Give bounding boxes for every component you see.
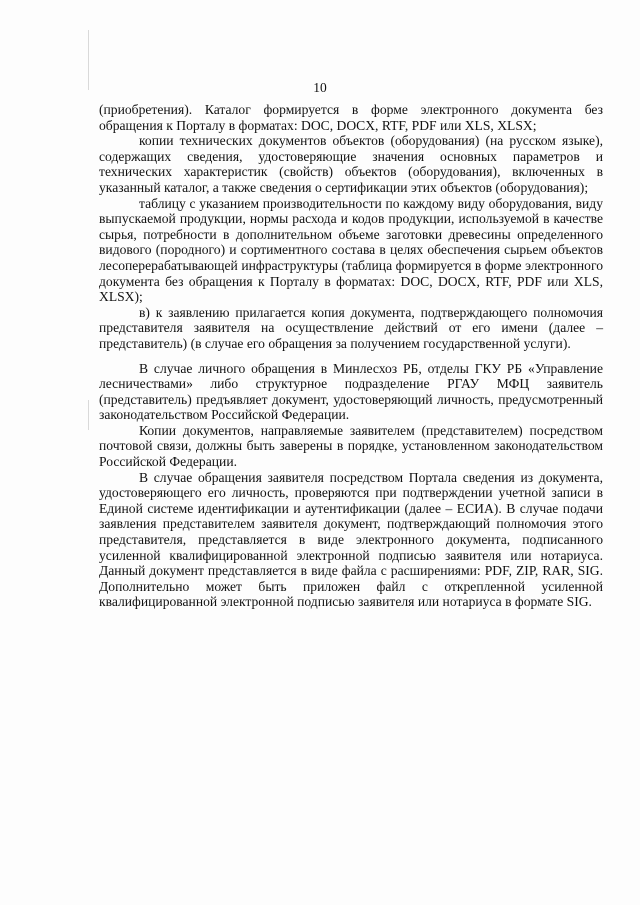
paragraph: (приобретения). Каталог формируется в форме электронного документа без обращения к Порталу в форматах: DOC, DOCX, RTF, PDF или XLS, XLSX; [99, 102, 603, 133]
paragraph: Копии документов, направляемые заявителем (представителем) посредством почтовой связи, должны быть заверены в порядке, установленном законодательством Российской Федерации. [99, 422, 603, 470]
paragraph: копии технических документов объектов (оборудования) (на русском языке), содержащих сведения, удостоверяющие значения основных параметров и технических характеристик (свойств) объектов (оборудования), включенных в указанный каталог, а также сведения о сертификации этих объектов (оборудования); [99, 133, 603, 195]
page-number: 10 [313, 80, 327, 95]
paragraph: В случае обращения заявителя посредством Портала сведения из документа, удостоверяющего его личность, проверяются при подтверждении учетной записи в Единой системе идентификации и аутентификации (далее – ЕСИА). В случае подачи заявления представителем заявителя документ, подтверждающий полномочия этого представителя, представляется в виде электронного документа, подписанного усиленной квалифицированной электронной подписью заявителя или нотариуса. Данный документ представляется в виде файла с расширениями: PDF, ZIP, RAR, SIG. Дополнительно может быть приложен файл с открепленной усиленной квалифицированной электронной подписью заявителя или нотариуса в формате SIG. [99, 469, 603, 610]
paragraph: таблицу с указанием производительности по каждому виду оборудования, виду выпускаемой продукции, нормы расхода и кодов продукции, используемой в качестве сырья, потребности в дополнительном объеме заготовки древесины определенного видового (породного) и сортиментного состава в целях обеспечения сырьем объектов лесоперерабатывающей инфраструктуры (таблица формируется в форме электронного документа без обращения к Порталу в форматах: DOC, DOCX, RTF, PDF или XLS, XLSX); [99, 195, 603, 305]
paragraph: В случае личного обращения в Минлесхоз РБ, отделы ГКУ РБ «Управление лесничествами» либо структурное подразделение РГАУ МФЦ заявитель (представитель) предъявляет документ, удостоверяющий личность, предусмотренный законодательством Российской Федерации. [99, 360, 603, 423]
scan-margin-mark [88, 400, 89, 430]
paragraph: в) к заявлению прилагается копия документа, подтверждающего полномочия представителя заявителя на осуществление действий от его имени (далее – представитель) (в случае его обращения за получением государственной услуги). [99, 304, 603, 351]
document-body [99, 102, 603, 610]
